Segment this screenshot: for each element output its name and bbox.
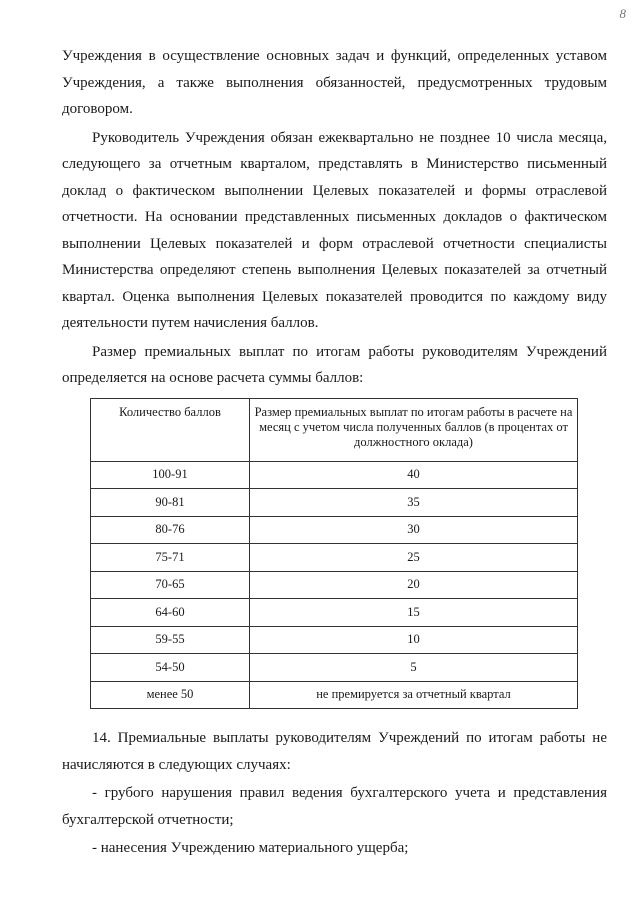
- table-cell-premium: 10: [250, 626, 578, 654]
- paragraph-premium-size: Размер премиальных выплат по итогам работы руководителям Учреждений определяется на основе расчета суммы баллов:: [62, 343, 607, 386]
- list-item-accounting-violation: - грубого нарушения правил ведения бухгалтерского учета и представления бухгалтерской отчетности;: [62, 785, 607, 828]
- table-cell-points: 80-76: [91, 516, 250, 544]
- table-header-points: Количество баллов: [91, 398, 250, 461]
- table-cell-points: 75-71: [91, 544, 250, 572]
- table-cell-points: 70-65: [91, 571, 250, 599]
- table-header-row: [91, 398, 578, 461]
- table-cell-points: 54-50: [91, 654, 250, 682]
- paragraph-section-14: 14. Премиальные выплаты руководителям Учреждений по итогам работы не начисляются в следующих случаях:: [62, 730, 607, 773]
- table-cell-premium: 15: [250, 599, 578, 627]
- table-row: [91, 571, 578, 599]
- table-row: [91, 489, 578, 517]
- table-cell-premium: 25: [250, 544, 578, 572]
- table-row: [91, 681, 578, 709]
- table-cell-premium: 30: [250, 516, 578, 544]
- table-header-premium: Размер премиальных выплат по итогам работы в расчете на месяц с учетом числа полученных баллов (в процентах от должностного оклада): [250, 398, 578, 461]
- table-cell-premium: 20: [250, 571, 578, 599]
- table-row: [91, 516, 578, 544]
- table-cell-premium: 5: [250, 654, 578, 682]
- table-row: [91, 654, 578, 682]
- table-cell-points: 59-55: [91, 626, 250, 654]
- paragraph-report-obligation: Руководитель Учреждения обязан ежеквартально не позднее 10 числа месяца, следующего за отчетным кварталом, представлять в Министерство письменный доклад о фактическом выполнении Целевых показателей и формы отраслевой отчетности. На основании представленных письменных докладов о фактическом выполнении Целевых показателей и форм отраслевой отчетности специалисты Министерства определяют степень выполнения Целевых показателей за отчетный квартал. Оценка выполнения Целевых показателей проводится по каждому виду деятельности путем начисления баллов.: [62, 129, 607, 331]
- table-cell-points: менее 50: [91, 681, 250, 709]
- list-item-material-damage: - нанесения Учреждению материального ущерба;: [92, 840, 409, 856]
- table-cell-points: 64-60: [91, 599, 250, 627]
- document-body: [62, 43, 607, 862]
- page-number: 8: [619, 6, 626, 21]
- table-cell-premium: 40: [250, 461, 578, 489]
- table-cell-premium: 35: [250, 489, 578, 517]
- premium-table: [90, 398, 578, 710]
- table-row: [91, 544, 578, 572]
- table-cell-points: 100-91: [91, 461, 250, 489]
- table-cell-premium: не премируется за отчетный квартал: [250, 681, 578, 709]
- table-cell-points: 90-81: [91, 489, 250, 517]
- table-row: [91, 461, 578, 489]
- table-row: [91, 626, 578, 654]
- table-row: [91, 599, 578, 627]
- paragraph-continuation: Учреждения в осуществление основных задач и функций, определенных уставом Учреждения, а также выполнения обязанностей, предусмотренных трудовым договором.: [62, 48, 607, 117]
